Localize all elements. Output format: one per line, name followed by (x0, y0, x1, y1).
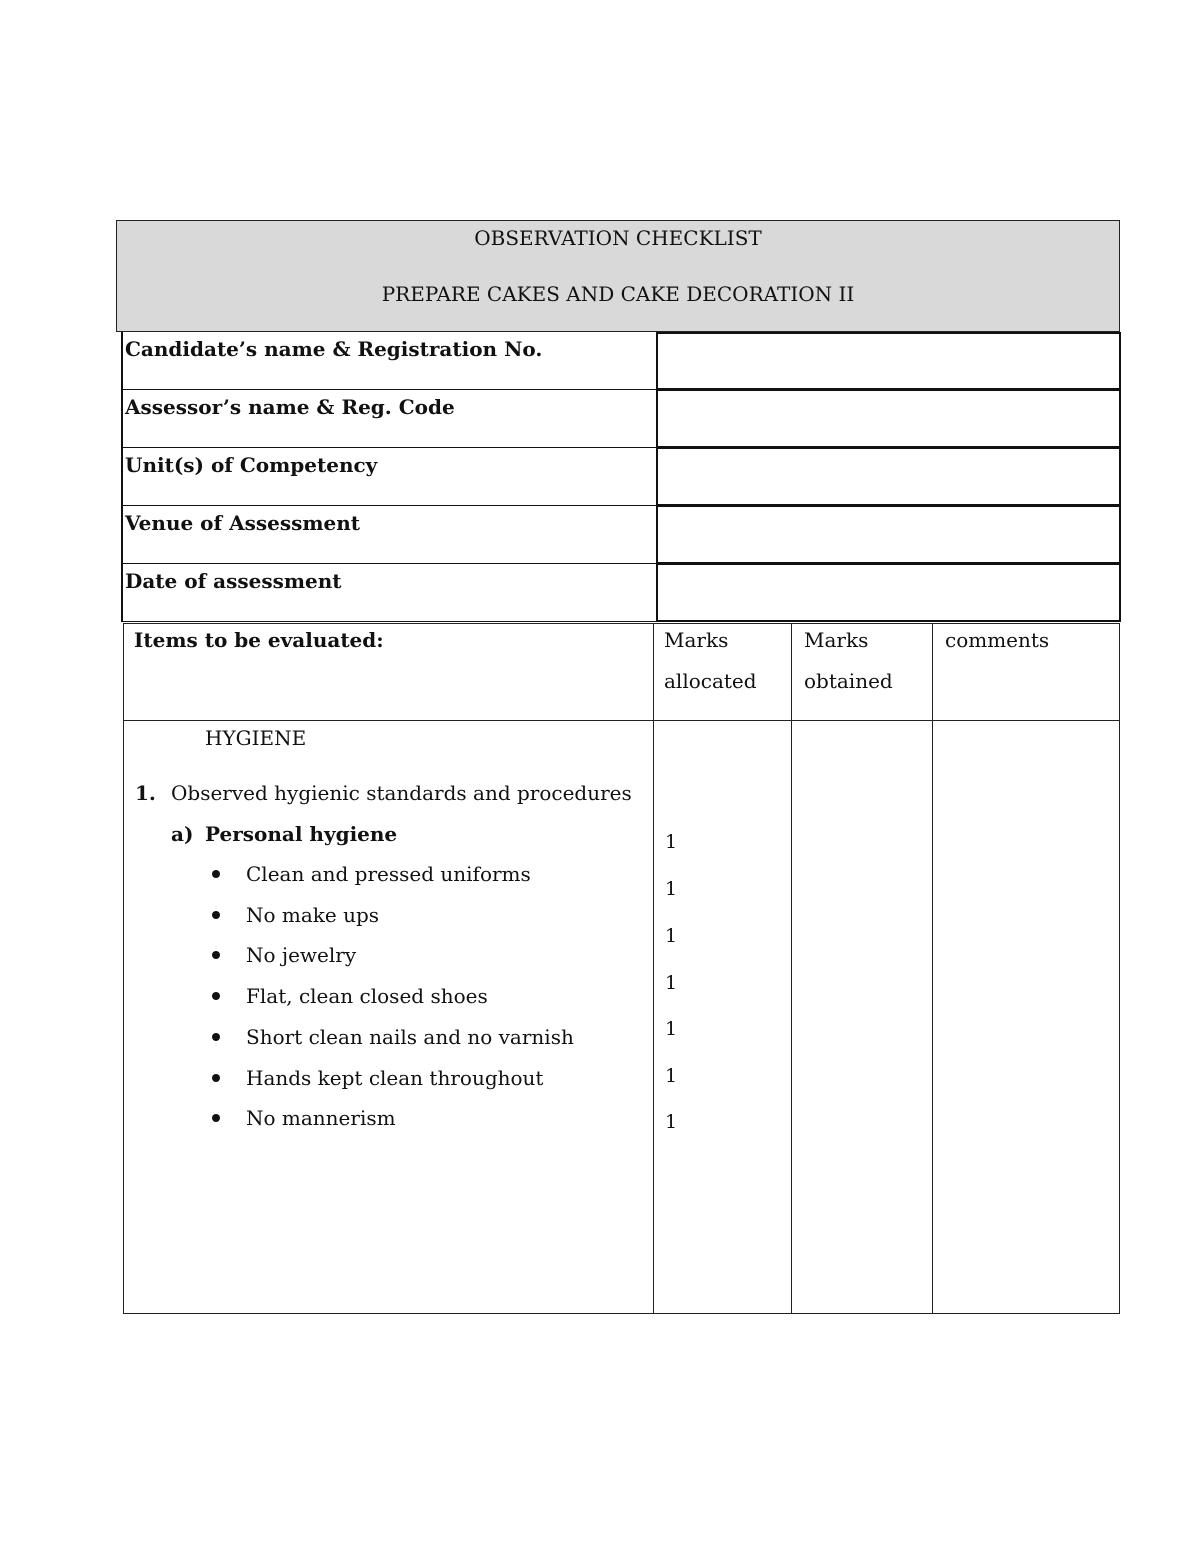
unit-of-competency-field[interactable] (656, 448, 1121, 506)
criterion-text: No jewelry (246, 943, 357, 967)
marks-allocated-value: 1 (665, 972, 678, 994)
info-label: Candidate’s name & Registration No. (121, 332, 656, 390)
info-row-candidate (121, 332, 1121, 390)
info-label: Date of assessment (121, 564, 656, 622)
items-column-header: Items to be evaluated: (134, 628, 384, 652)
sub-item-text: Personal hygiene (205, 822, 398, 846)
bullet-icon (212, 1074, 220, 1082)
bullet-icon (212, 1033, 220, 1041)
info-label: Assessor’s name & Reg. Code (121, 390, 656, 448)
info-fields (121, 332, 1121, 622)
info-label: Unit(s) of Competency (121, 448, 656, 506)
item-number: 1. (135, 781, 156, 805)
section-heading: HYGIENE (205, 726, 307, 750)
marks-obtained-header: obtained (804, 669, 893, 693)
bullet-icon (212, 870, 220, 878)
sub-item-letter: a) (171, 822, 194, 846)
checklist-title: OBSERVATION CHECKLIST (474, 226, 762, 250)
bullet-icon (212, 992, 220, 1000)
candidate-name-field[interactable] (656, 332, 1121, 390)
criterion-text: Hands kept clean throughout (246, 1066, 544, 1090)
marks-allocated-header: allocated (664, 669, 757, 693)
criterion-text: Clean and pressed uniforms (246, 862, 531, 886)
column-divider (932, 624, 933, 1313)
bullet-icon (212, 951, 220, 959)
column-divider (791, 624, 792, 1313)
bullet-icon (212, 911, 220, 919)
marks-allocated-value: 1 (665, 1065, 678, 1087)
checklist-subtitle: PREPARE CAKES AND CAKE DECORATION II (381, 282, 855, 306)
venue-field[interactable] (656, 506, 1121, 564)
info-label: Venue of Assessment (121, 506, 656, 564)
item-text: Observed hygienic standards and procedures (171, 781, 632, 805)
marks-allocated-value: 1 (665, 878, 678, 900)
bullet-icon (212, 1114, 220, 1122)
marks-allocated-value: 1 (665, 1018, 678, 1040)
marks-allocated-value: 1 (665, 1111, 678, 1133)
checklist-header (116, 220, 1120, 332)
comments-header: comments (945, 628, 1050, 652)
criterion-text: Short clean nails and no varnish (246, 1025, 574, 1049)
info-row-venue (121, 506, 1121, 564)
marks-allocated-header: Marks (664, 628, 729, 652)
criterion-text: Flat, clean closed shoes (246, 984, 488, 1008)
header-divider (124, 720, 1119, 721)
info-row-date (121, 564, 1121, 622)
marks-obtained-header: Marks (804, 628, 869, 652)
assessor-name-field[interactable] (656, 390, 1121, 448)
date-field[interactable] (656, 564, 1121, 622)
evaluation-table (123, 623, 1120, 1314)
criterion-text: No make ups (246, 903, 380, 927)
info-row-unit (121, 448, 1121, 506)
marks-allocated-value: 1 (665, 925, 678, 947)
criterion-text: No mannerism (246, 1106, 396, 1130)
info-row-assessor (121, 390, 1121, 448)
column-divider (653, 624, 654, 1313)
marks-allocated-value: 1 (665, 831, 678, 853)
